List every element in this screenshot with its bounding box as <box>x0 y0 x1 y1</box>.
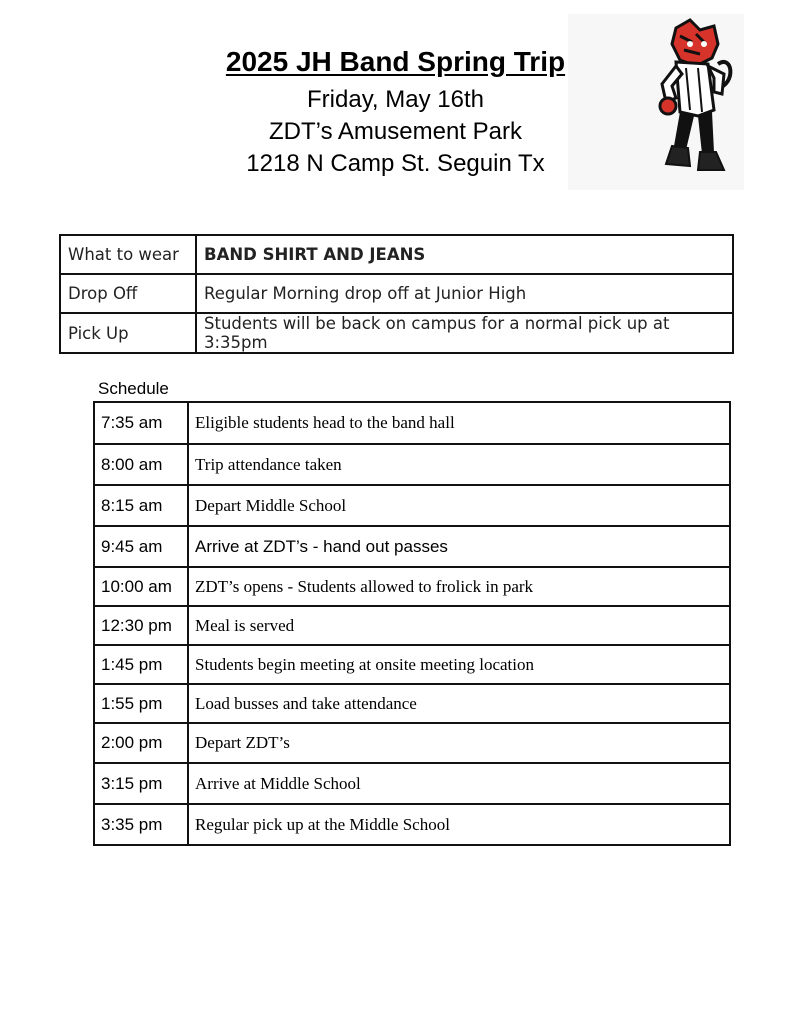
schedule-time: 3:35 pm <box>94 804 188 845</box>
schedule-table <box>93 401 731 846</box>
trip-venue: ZDT’s Amusement Park <box>269 118 522 145</box>
info-label: Pick Up <box>60 313 196 353</box>
schedule-event: Depart Middle School <box>188 485 730 526</box>
schedule-event: Regular pick up at the Middle School <box>188 804 730 845</box>
info-label: Drop Off <box>60 274 196 313</box>
table-row <box>94 402 730 444</box>
schedule-event: ZDT’s opens - Students allowed to frolick in park <box>188 567 730 606</box>
schedule-time: 8:00 am <box>94 444 188 485</box>
table-row <box>94 804 730 845</box>
schedule-event: Meal is served <box>188 606 730 645</box>
schedule-event: Arrive at ZDT’s - hand out passes <box>188 526 730 567</box>
table-row <box>94 526 730 567</box>
schedule-time: 3:15 pm <box>94 763 188 804</box>
info-value: Regular Morning drop off at Junior High <box>196 274 733 313</box>
info-table <box>59 234 734 354</box>
schedule-event: Load busses and take attendance <box>188 684 730 723</box>
schedule-heading: Schedule <box>98 379 169 398</box>
schedule-time: 10:00 am <box>94 567 188 606</box>
table-row <box>60 235 733 274</box>
table-row <box>94 684 730 723</box>
table-row <box>94 567 730 606</box>
table-row <box>60 274 733 313</box>
schedule-time: 8:15 am <box>94 485 188 526</box>
info-value: BAND SHIRT AND JEANS <box>196 235 733 274</box>
trip-address: 1218 N Camp St. Seguin Tx <box>246 150 545 177</box>
table-row <box>94 645 730 684</box>
schedule-time: 2:00 pm <box>94 723 188 763</box>
trip-date: Friday, May 16th <box>307 86 484 113</box>
schedule-time: 12:30 pm <box>94 606 188 645</box>
schedule-time: 7:35 am <box>94 402 188 444</box>
table-row <box>94 763 730 804</box>
page-title: 2025 JH Band Spring Trip <box>225 46 566 77</box>
tiger-mascot-icon <box>568 14 744 190</box>
schedule-time: 1:45 pm <box>94 645 188 684</box>
schedule-event: Eligible students head to the band hall <box>188 402 730 444</box>
table-row <box>94 723 730 763</box>
table-row <box>94 485 730 526</box>
schedule-time: 9:45 am <box>94 526 188 567</box>
schedule-event: Students begin meeting at onsite meeting location <box>188 645 730 684</box>
info-label: What to wear <box>60 235 196 274</box>
schedule-event: Depart ZDT’s <box>188 723 730 763</box>
schedule-time: 1:55 pm <box>94 684 188 723</box>
schedule-event: Arrive at Middle School <box>188 763 730 804</box>
table-row <box>94 606 730 645</box>
table-row <box>60 313 733 353</box>
schedule-event: Trip attendance taken <box>188 444 730 485</box>
table-row <box>94 444 730 485</box>
info-value: Students will be back on campus for a normal pick up at 3:35pm <box>196 313 733 353</box>
